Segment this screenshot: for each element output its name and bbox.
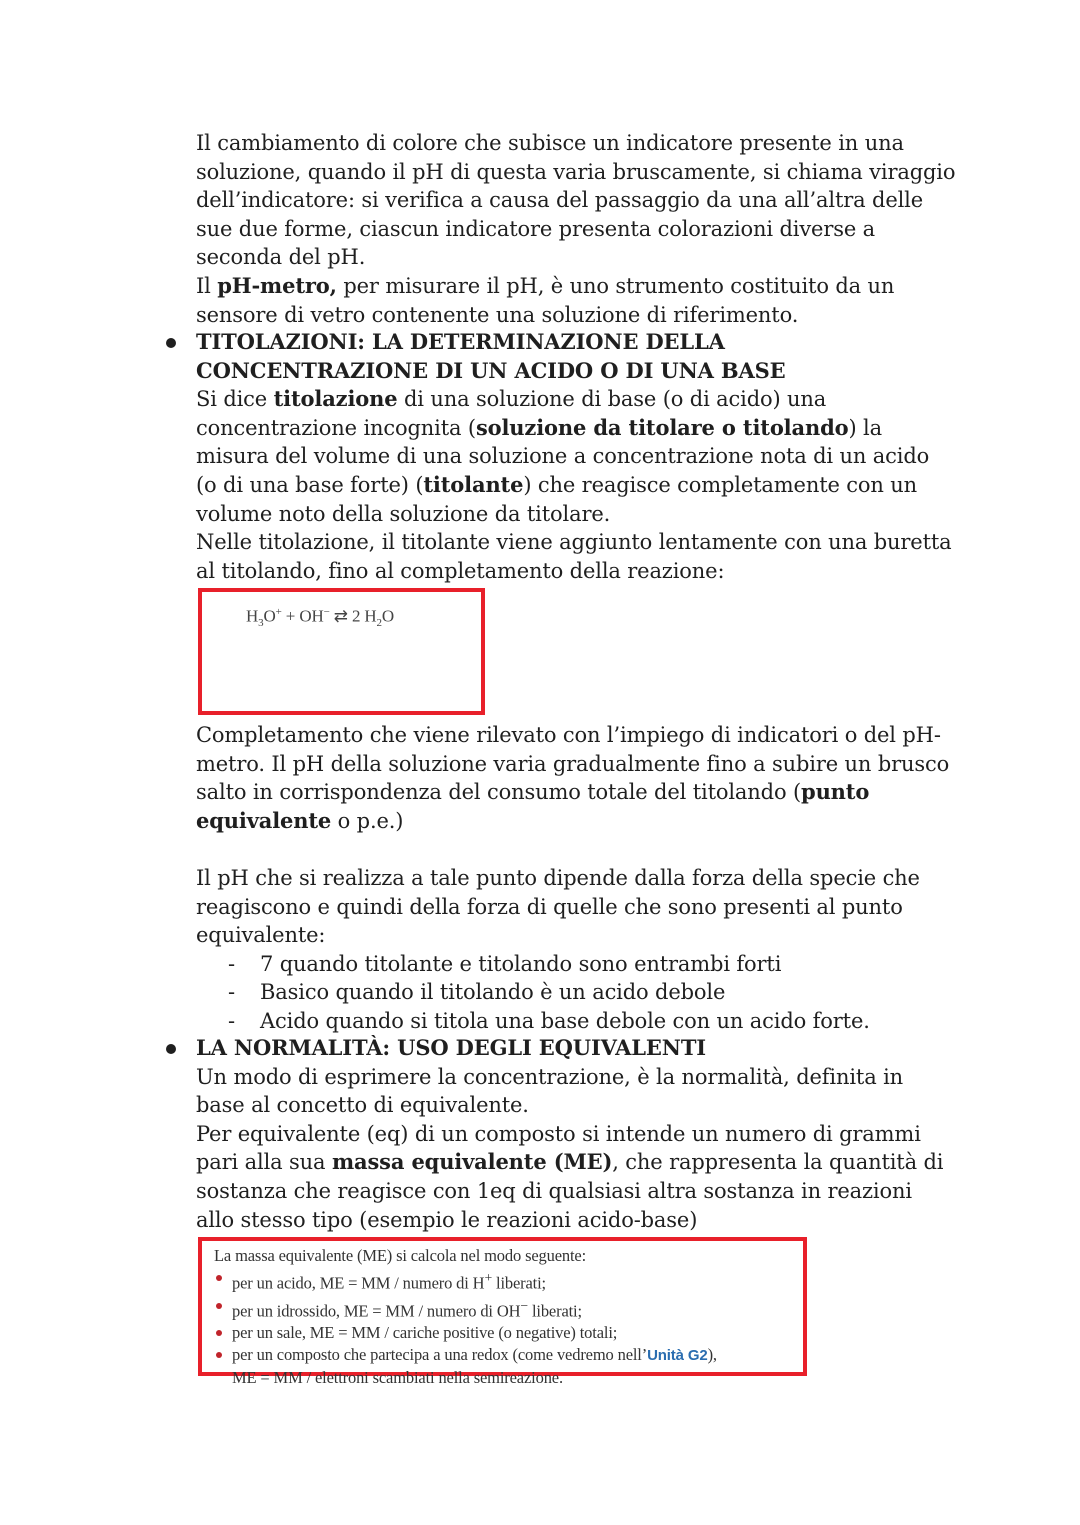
ph-metro-term: pH-metro, — [217, 272, 337, 298]
normalita-section — [196, 1034, 956, 1234]
list-item: - 7 quando titolante e titolando sono entrambi forti — [228, 950, 956, 979]
titolazioni-procedure: Nelle titolazione, il titolante viene aggiunto lentamente con una buretta al titolando, fino al completamento della reazione: — [196, 530, 952, 583]
titolazioni-definition: Si dice titolazione di una soluzione di base (o di acido) una concentrazione incognita (soluzione da titolare o titolando) la misura del volume di una soluzione a concentrazione nota di un acido (o di una base forte) (titolante) che reagisce completamente con un volume noto della soluzione da titolare. — [196, 386, 930, 526]
completamento-paragraph: Completamento che viene rilevato con l’impiego di indicatori o del pH-metro. Il pH della soluzione varia gradualmente fino a subire un brusco salto in corrispondenza del consumo totale del titolando (punto equivalente o p.e.) — [196, 723, 950, 833]
normalita-paragraph-2: Per equivalente (eq) di un composto si intende un numero di grammi pari alla sua massa equivalente (ME), che rappresenta la quantità di sostanza che reagisce con 1eq di qualsiasi altra sostanza in reazioni allo stesso tipo (esempio le reazioni acido-base) — [196, 1121, 944, 1232]
massa-equivalente-box — [198, 1237, 807, 1387]
list-item: - Basico quando il titolando è un acido debole — [228, 978, 956, 1007]
normalita-heading: LA NORMALITÀ: USO DEGLI EQUIVALENTI — [196, 1035, 706, 1060]
unit-g2-link[interactable]: Unità G2 — [647, 1347, 708, 1364]
ph-equivalente-paragraph: Il pH che si realizza a tale punto dipende dalla forza della specie che reagiscono e quindi della forza di quelle che sono presenti al punto equivalente: — [196, 865, 920, 948]
equation-box — [198, 588, 485, 715]
list-item: per un acido, ME = MM / numero di H+ liberati; — [214, 1267, 803, 1295]
me-redox-continuation: ME = MM / elettroni scambiati nella semireazione. — [232, 1368, 563, 1387]
ph-cases-list — [196, 950, 956, 1036]
bullet-normalita — [166, 1044, 176, 1054]
titolazioni-section — [196, 328, 956, 585]
list-item: - Acido quando si titola una base debole con un acido forte. — [228, 1007, 956, 1036]
bullet-titolazioni — [166, 338, 176, 348]
equilibrium-arrow-icon: ⇄ — [329, 606, 352, 626]
me-box-title: La massa equivalente (ME) si calcola nel modo seguente: — [214, 1246, 587, 1265]
intro-paragraph-2: Il pH-metro, per misurare il pH, è uno strumento costituito da un sensore di vetro contenente una soluzione di riferimento. — [196, 272, 895, 327]
completamento-section — [196, 721, 956, 1036]
list-item: per un composto che partecipa a una redox (come vedremo nell’Unità G2), — [214, 1344, 803, 1367]
normalita-paragraph-1: Un modo di esprimere la concentrazione, è la normalità, definita in base al concetto di equivalente. — [196, 1064, 904, 1118]
intro-paragraph-1: Il cambiamento di colore che subisce un indicatore presente in una soluzione, quando il pH di questa varia bruscamente, si chiama viraggio dell’indicatore: si verifica a causa del passaggio da una all’altra delle sue due forme, ciascun indicatore presenta colorazioni diverse a seconda del pH. — [196, 131, 956, 270]
me-rules-list — [202, 1267, 803, 1367]
neutralization-equation: $H_3O^+ + OH^-$ ⇄ 2 $H_2O$ — [246, 606, 395, 630]
titolazioni-heading: TITOLAZIONI: LA DETERMINAZIONE DELLA CONCENTRAZIONE DI UN ACIDO O DI UNA BASE — [196, 329, 786, 383]
intro-section — [196, 129, 956, 329]
list-item: per un idrossido, ME = MM / numero di OH− liberati; — [214, 1295, 803, 1323]
list-item: per un sale, ME = MM / cariche positive (o negative) totali; — [214, 1322, 803, 1344]
